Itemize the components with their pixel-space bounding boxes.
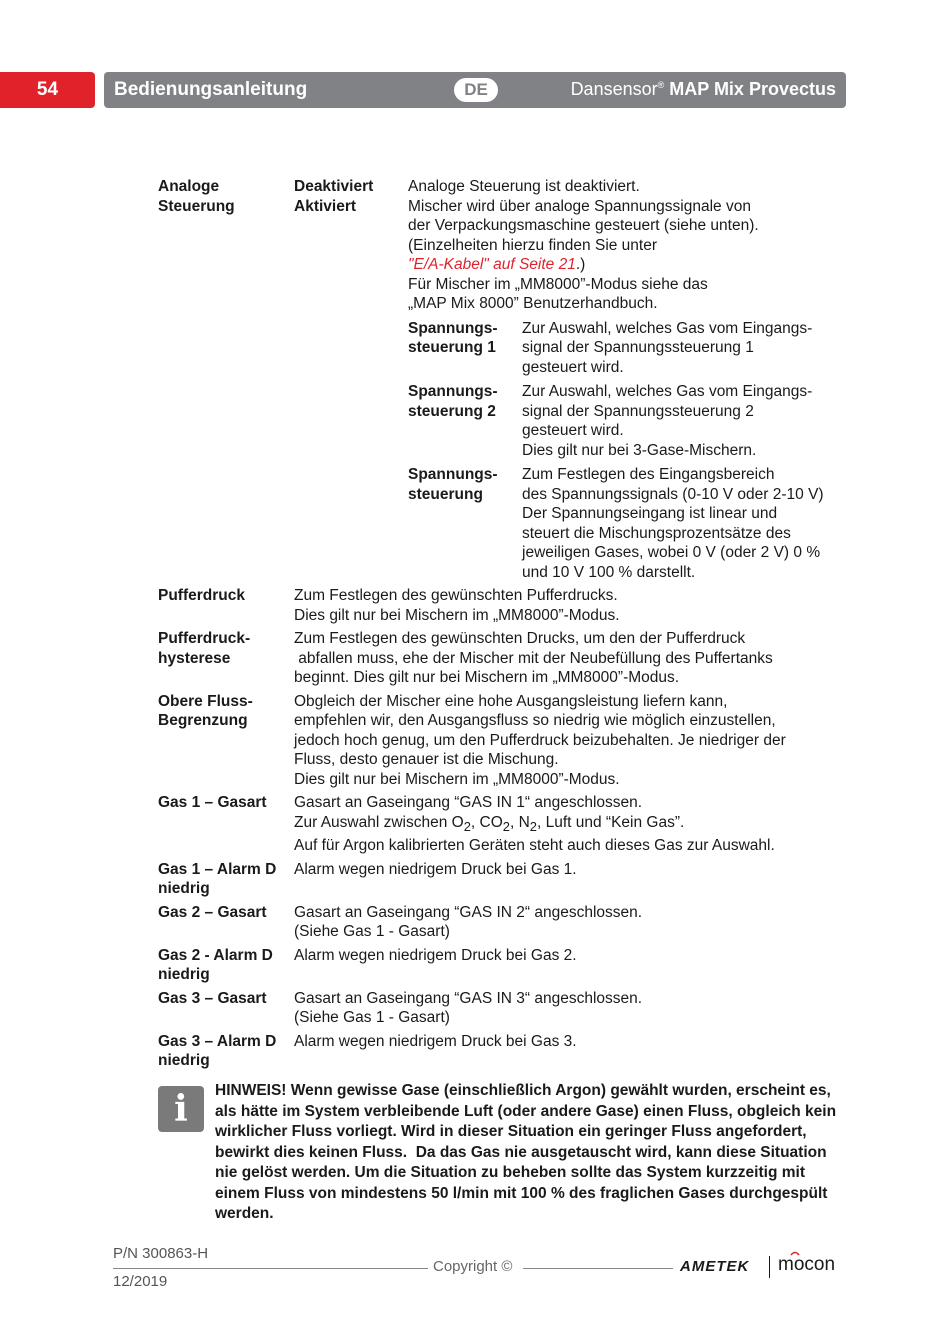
- note-line: als hätte im System verbleibende Luft (oder andere Gase) einen Fluss, obgleich kein: [215, 1102, 837, 1120]
- setting-options: [294, 177, 408, 582]
- desc-line: gesteuert wird.: [522, 422, 624, 439]
- desc-line: Dies gilt nur bei Mischern im „MM8000”-Modus.: [294, 606, 620, 624]
- desc-line: Alarm wegen niedrigem Druck bei Gas 3.: [294, 1032, 577, 1050]
- desc-line: und 10 V 100 % darstellt.: [522, 563, 696, 581]
- copyright: Copyright ©: [433, 1258, 513, 1275]
- setting-label: [158, 860, 294, 899]
- setting-description: [294, 860, 838, 899]
- desc-line: beginnt. Dies gilt nur bei Mischern im „MM8000”-Modus.: [294, 669, 680, 686]
- label-part: Gas 3 – Alarm D: [158, 1032, 277, 1050]
- logo-separator: [769, 1256, 770, 1278]
- ametek-logo: AMETEK: [680, 1258, 750, 1275]
- settings-table: [158, 177, 838, 1075]
- label-part: Spannungs-: [408, 466, 498, 483]
- setting-description: [408, 177, 838, 582]
- part-number: P/N 300863-H: [113, 1245, 209, 1262]
- setting-row-analog: [158, 177, 838, 582]
- sub-setting-voltage-range: [408, 465, 838, 582]
- label-part: hysterese: [158, 649, 231, 667]
- note-line: einem Fluss von mindestens 50 l/min mit 100 % des fraglichen Gases durchgespült: [215, 1184, 828, 1202]
- setting-description: [294, 586, 838, 625]
- info-icon: i: [158, 1086, 204, 1132]
- setting-description: [294, 946, 838, 985]
- desc-line: steuert die Mischungsprozentsätze des: [522, 524, 791, 542]
- desc-line: Gasart an Gaseingang “GAS IN 3“ angeschlossen.: [294, 989, 643, 1007]
- footer-divider: [113, 1268, 428, 1269]
- note-line: bewirkt dies keinen Fluss. Da das Gas nie ausgetauscht wird, kann diese Situation: [215, 1143, 827, 1161]
- label-part: Gas 2 - Alarm D: [158, 946, 273, 964]
- setting-row-gas1-alarm: [158, 860, 838, 899]
- setting-label: [158, 1032, 294, 1071]
- setting-description: [294, 989, 838, 1028]
- sub-setting-label: [408, 465, 522, 582]
- product-title: MAP Mix Provectus: [669, 79, 836, 99]
- setting-row-gas1-type: [158, 793, 838, 856]
- desc-line: (Einzelheiten hierzu finden Sie unter: [408, 236, 658, 254]
- setting-row-upper-flow-limit: [158, 692, 838, 790]
- setting-row-gas2-alarm: [158, 946, 838, 985]
- sub-setting-voltage-2: [408, 382, 838, 460]
- setting-description: [294, 692, 838, 790]
- desc-line: Zur Auswahl, welches Gas vom Eingangs-: [522, 319, 813, 337]
- desc-line: signal der Spannungssteuerung 2: [522, 402, 754, 420]
- label-part: niedrig: [158, 1052, 210, 1070]
- desc-text: .): [575, 256, 586, 273]
- registered-mark: ®: [657, 80, 665, 90]
- label-part: Spannungs-: [408, 319, 498, 337]
- desc-line: Fluss, desto genauer ist die Mischung.: [294, 751, 559, 768]
- desc-line: „MAP Mix 8000” Benutzerhandbuch.: [408, 295, 658, 312]
- setting-label: [158, 692, 294, 790]
- subscript: 2: [502, 818, 510, 834]
- desc-line: Zum Festlegen des Eingangsbereich: [522, 466, 775, 483]
- label-part: steuerung 2: [408, 402, 496, 420]
- desc-line: Mischer wird über analoge Spannungssignale von: [408, 197, 751, 215]
- desc-line: (Siehe Gas 1 - Gasart): [294, 923, 450, 941]
- desc-line: abfallen muss, ehe der Mischer mit der Neubefüllung des Puffertanks: [294, 649, 773, 667]
- note-line: nie gelöst werden. Um die Situation zu beheben sollte das System kurzzeitig mit: [215, 1164, 805, 1181]
- brand-name: Dansensor: [570, 79, 658, 99]
- note-text: [215, 1081, 840, 1225]
- desc-line: Gasart an Gaseingang “GAS IN 2“ angeschlossen.: [294, 903, 643, 921]
- setting-description: [294, 903, 838, 942]
- sub-setting-label: [408, 382, 522, 460]
- sub-setting-description: [522, 465, 838, 582]
- setting-label: Pufferdruck: [158, 587, 245, 604]
- desc-line: [294, 813, 838, 837]
- desc-line: der Verpackungsmaschine gesteuert (siehe unten).: [408, 217, 759, 234]
- setting-label: [158, 629, 294, 688]
- setting-label: Gas 3 – Gasart: [158, 989, 267, 1007]
- mocon-logo: mocon: [778, 1254, 836, 1275]
- label-part: steuerung: [408, 485, 483, 503]
- label-part: Spannungs-: [408, 383, 498, 400]
- setting-row-buffer-pressure: [158, 586, 838, 625]
- product-name: [571, 79, 836, 100]
- desc-line: Zum Festlegen des gewünschten Pufferdrucks.: [294, 587, 618, 604]
- desc-line: jedoch hoch genug, um den Pufferdruck beizubehalten. Je niedriger der: [294, 731, 786, 749]
- desc-line: jeweiligen Gases, wobei 0 V (oder 2 V) 0 %: [522, 544, 821, 561]
- language-badge: DE: [454, 78, 498, 102]
- label-part: niedrig: [158, 966, 210, 984]
- note-line: HINWEIS! Wenn gewisse Gase (einschließlich Argon) gewählt wurden, erscheint es,: [215, 1082, 831, 1099]
- label-part: Pufferdruck-: [158, 630, 251, 647]
- desc-text: Zur Auswahl zwischen O: [294, 813, 464, 831]
- option-deactivated: Deaktiviert: [294, 178, 374, 195]
- desc-line: gesteuert wird.: [522, 358, 624, 376]
- desc-line: Obgleich der Mischer eine hohe Ausgangsleistung liefern kann,: [294, 692, 728, 710]
- desc-line: empfehlen wir, den Ausgangsfluss so niedrig wie möglich einzustellen,: [294, 712, 776, 729]
- desc-line: Analoge Steuerung ist deaktiviert.: [408, 178, 640, 195]
- note-line: werden.: [215, 1205, 274, 1222]
- desc-line: (Siehe Gas 1 - Gasart): [294, 1009, 450, 1027]
- label-part: Obere Fluss-: [158, 692, 253, 710]
- document-title: Bedienungsanleitung: [114, 79, 308, 100]
- label-part: Begrenzung: [158, 712, 248, 729]
- desc-line: [408, 255, 838, 275]
- label-part: niedrig: [158, 880, 210, 898]
- desc-text: , Luft und “Kein Gas”.: [536, 813, 685, 831]
- footer-divider: [523, 1268, 673, 1269]
- desc-line: Dies gilt nur bei Mischern im „MM8000”-Modus.: [294, 770, 620, 788]
- setting-row-gas3-alarm: [158, 1032, 838, 1071]
- setting-label: Analoge Steuerung: [158, 178, 235, 215]
- setting-label: Gas 2 – Gasart: [158, 903, 267, 921]
- header-bar: [104, 72, 846, 108]
- sub-setting-voltage-1: [408, 319, 838, 378]
- desc-line: Alarm wegen niedrigem Druck bei Gas 2.: [294, 946, 577, 964]
- setting-label: [158, 946, 294, 985]
- desc-text: , N: [509, 813, 530, 831]
- setting-label: Gas 1 – Gasart: [158, 794, 267, 811]
- sub-setting-description: [522, 319, 838, 378]
- subscript: 2: [463, 818, 471, 834]
- desc-line: Gasart an Gaseingang “GAS IN 1“ angeschlossen.: [294, 794, 643, 811]
- desc-line: Auf für Argon kalibrierten Geräten steht auch dieses Gas zur Auswahl.: [294, 837, 775, 855]
- desc-line: des Spannungssignals (0-10 V oder 2-10 V): [522, 485, 824, 503]
- desc-line: signal der Spannungssteuerung 1: [522, 339, 754, 356]
- sub-setting-description: [522, 382, 838, 460]
- desc-line: Der Spannungseingang ist linear und: [522, 505, 778, 522]
- setting-row-gas3-type: [158, 989, 838, 1028]
- setting-description: [294, 1032, 838, 1071]
- sub-setting-label: [408, 319, 522, 378]
- label-part: steuerung 1: [408, 339, 496, 356]
- setting-row-gas2-type: [158, 903, 838, 942]
- label-part: Gas 1 – Alarm D: [158, 860, 277, 878]
- setting-description: [294, 629, 838, 688]
- cross-reference-link[interactable]: "E/A-Kabel" auf Seite 21: [408, 256, 576, 273]
- note-line: wirklicher Fluss vorliegt. Wird in dieser Situation ein geringer Fluss angefordert,: [215, 1123, 807, 1140]
- revision-date: 12/2019: [113, 1273, 168, 1290]
- setting-description: [294, 793, 838, 856]
- subscript: 2: [529, 818, 537, 834]
- option-activated: Aktiviert: [294, 197, 357, 215]
- page-number: 54: [0, 72, 95, 108]
- setting-row-buffer-hysteresis: [158, 629, 838, 688]
- desc-line: Zum Festlegen des gewünschten Drucks, um den der Pufferdruck: [294, 630, 746, 647]
- desc-line: Alarm wegen niedrigem Druck bei Gas 1.: [294, 860, 577, 878]
- desc-line: Zur Auswahl, welches Gas vom Eingangs-: [522, 383, 813, 400]
- desc-line: Für Mischer im „MM8000”-Modus siehe das: [408, 275, 708, 293]
- desc-line: Dies gilt nur bei 3-Gase-Mischern.: [522, 441, 757, 459]
- desc-text: , CO: [470, 813, 503, 831]
